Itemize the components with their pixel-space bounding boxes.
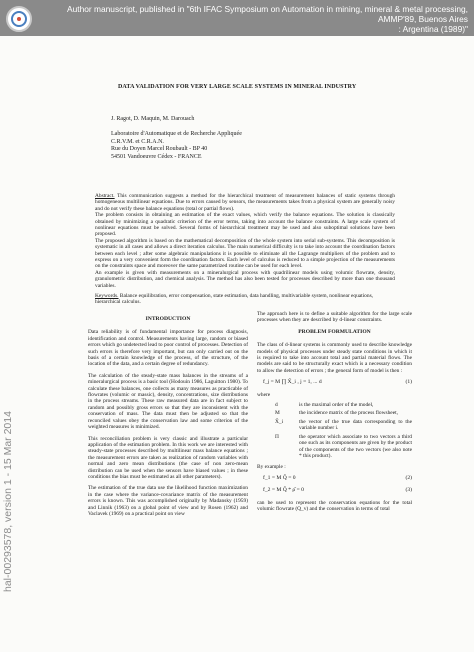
equation-3-body: f_2 = M Q̂ * ρ̂ = 0 xyxy=(263,487,304,494)
abstract xyxy=(95,193,395,289)
example-label: By example : xyxy=(257,464,286,471)
abstract-paragraph: The proposed algorithm is based on the mathematical decomposition of the whole system into serial sub-systems. This decomposition is systematic in all cases and allows a direct iteration calculus. The main numerical difficulty is to take into account the coordination factors between each level ; after some algebraic manipulations it is possible to eliminate all the Lagrange multipliers of the problem and to express on a very convenient form the coordination factors. Each level of calculus is reduced to a simple projection of the measurements on the constraints space and moreover the same parametrized routine can be used for each level. xyxy=(95,237,395,270)
right-intro-paragraph: The approach here is to define a suitable algorithm for the large scale processes when they are described by d-linear constraints. xyxy=(257,311,412,324)
keywords-text: Balance equilibration, error compensation, state estimation, data handling, multivariable system, nonlinear equations, hierarchical calculus. xyxy=(95,293,374,306)
definition-row xyxy=(257,402,412,408)
publication-notice-line-2: : Argentina (1989)" xyxy=(398,24,468,34)
affiliation-line: Rue du Doyen Marcel Roubault - BP 40 xyxy=(111,146,208,153)
definition-text: the operator which associate to two vectors a third one such as its components are given by the product of the components of the two vectors (we also note * this product). xyxy=(299,433,412,459)
abstract-label: Abstract. xyxy=(95,193,115,199)
equation-3 xyxy=(257,487,412,493)
keywords xyxy=(95,293,395,306)
definition-symbol: M xyxy=(275,410,280,417)
abstract-paragraph: An example is given with measurements on a mineralurgical process with quadrilinear models using volumic flowrate, density, granulometric distribution, and chemical analysis. The method has also been tested for processes described by more than one thousand variables. xyxy=(95,269,395,289)
affiliation-line: C.R.V.M. et C.R.A.N. xyxy=(111,138,164,145)
definition-text: the vector of the true data corresponding to the variable number i. xyxy=(299,418,412,432)
definition-symbol: X̂_i xyxy=(275,418,284,425)
definition-text: the incidence matrix of the process flowsheet, xyxy=(299,410,398,417)
equation-1-number: (1) xyxy=(405,379,412,386)
introduction-paragraph: The estimation of the true data use the likelihood function maximization in the case where the variance-covariance matrix of the measurement errors is known. This was accomplished originally by Madansky (1959) and Linnik (1963) on a global point of view and by Rosen (1962) and Vaclavek (1969) on a practical point on view xyxy=(88,485,248,517)
abstract-paragraph xyxy=(95,193,395,212)
equation-2-body: f_1 = M Q̂ = 0 xyxy=(263,474,296,481)
equation-3-number: (3) xyxy=(405,487,412,494)
publication-notice-line-1: Author manuscript, published in "6th IFAC Symposium on Automation in mining, mineral & metal processing, AMMP'89, Buenos Aires xyxy=(67,4,468,24)
abstract-text: This communication suggests a method for the hierarchical treatment of measurement balances of static systems through homogeneous multilinear equations. Due to errors caused by sensors, the measurements takes from a physical system are generally noisy and do not verify these balance equations (total or partial flows). xyxy=(95,193,395,212)
problem-paragraph: The class of d-linear systems is commonly used to describe knowledge models of physical processes under steady state conditions in which it is required to take into account total and partial material flows. The models are said to be structurally exact which is a necessary condition to allow the detection of errors ; the general form of model is then : xyxy=(257,342,412,374)
left-column xyxy=(88,316,248,522)
equation-2-number: (2) xyxy=(405,474,412,481)
paper-authors: J. Ragot, D. Maquin, M. Darouach xyxy=(111,116,195,122)
equation-1-body: f_j = M ∏ X̂_i , j = 1, ... d xyxy=(263,379,322,386)
introduction-paragraph: This reconciliation problem is very classic and illustrate a particular application of the estimation problem. In this work we are interested with steady-state processes described by multilinear mass balance equations ; the measurement errors are taken as realization of random variables with normal and zero mean distributions (the case of non zero-mean distribution can be used when the sensors have biased values ; in these conditions the bias must be estimated as all other parameters). xyxy=(88,435,248,480)
abstract-paragraph: The problem consists in obtaining an estimation of the exact values, which verify the balance equations. The solution is classically obtained by minimizing a quadratic criterion of the error terms, taking into account the balance constraints. A large scale system of nonlinear equations must be solved. Several forms of hierarchical treatment may be used and also suboptimal solutions have been proposed. xyxy=(95,212,395,238)
equation-1 xyxy=(257,379,412,385)
where-label: where xyxy=(257,391,271,398)
introduction-paragraph: Data reliability is of fundamental importance for process diagnosis, identification and control. Measurements having large, random or biased errors which go undetected lead to poor control of processes. Detection of such errors is therefore very important, but can only carried out on the basis of a certain knowledge of the process, of the structure, of the location of the data, and a certain degree of redundancy. xyxy=(88,329,248,368)
affiliation-line: Laboratoire d'Automatique et de Recherche Appliquée xyxy=(111,131,242,137)
introduction-paragraph: The calculation of the steady-state mass balances in the streams of a mineralurgical process is a basic tool (Hodouin 1986, Laguitton 1980). To calculate these balances, one collects as many measures as practicable of flowrates (volumic or massic), density, concentrations, size distributions in the process streams. These raw measured data are in fact subject to random and possibly gross errors so that they are inconsistent with the conservation of mass. The data must then be adjusted so that the reconciled values obey the conservation law and some criterion of the weighted measures is minimized. xyxy=(88,372,248,431)
definition-text: is the maximal order of the model, xyxy=(299,402,374,409)
hal-banner xyxy=(0,0,474,36)
problem-closing-paragraph: can be used to represent the conservation equations for the total volumic flowrate (Q_v) and the conservation in terms of total xyxy=(257,499,412,512)
hal-logo-icon xyxy=(6,6,32,32)
hal-side-identifier: hal-00293578, version 1 - 15 Mar 2014 xyxy=(2,411,14,592)
equation-2 xyxy=(257,475,412,481)
introduction-heading: INTRODUCTION xyxy=(145,316,191,322)
keywords-label: Keywords. xyxy=(95,293,119,299)
definition-row xyxy=(257,410,412,416)
definition-row xyxy=(257,419,412,432)
affiliation xyxy=(111,131,242,161)
publication-notice xyxy=(40,4,468,34)
definition-list xyxy=(257,402,412,459)
definition-symbol: d xyxy=(275,402,278,409)
paper-title: DATA VALIDATION FOR VERY LARGE SCALE SYSTEMS IN MINERAL INDUSTRY xyxy=(118,84,357,90)
affiliation-line: 54501 Vandoeuvre Cédex - FRANCE xyxy=(111,153,202,160)
definition-symbol: Π xyxy=(275,433,279,440)
right-column xyxy=(257,311,412,517)
definition-row xyxy=(257,434,412,460)
problem-formulation-heading: PROBLEM FORMULATION xyxy=(298,328,371,335)
